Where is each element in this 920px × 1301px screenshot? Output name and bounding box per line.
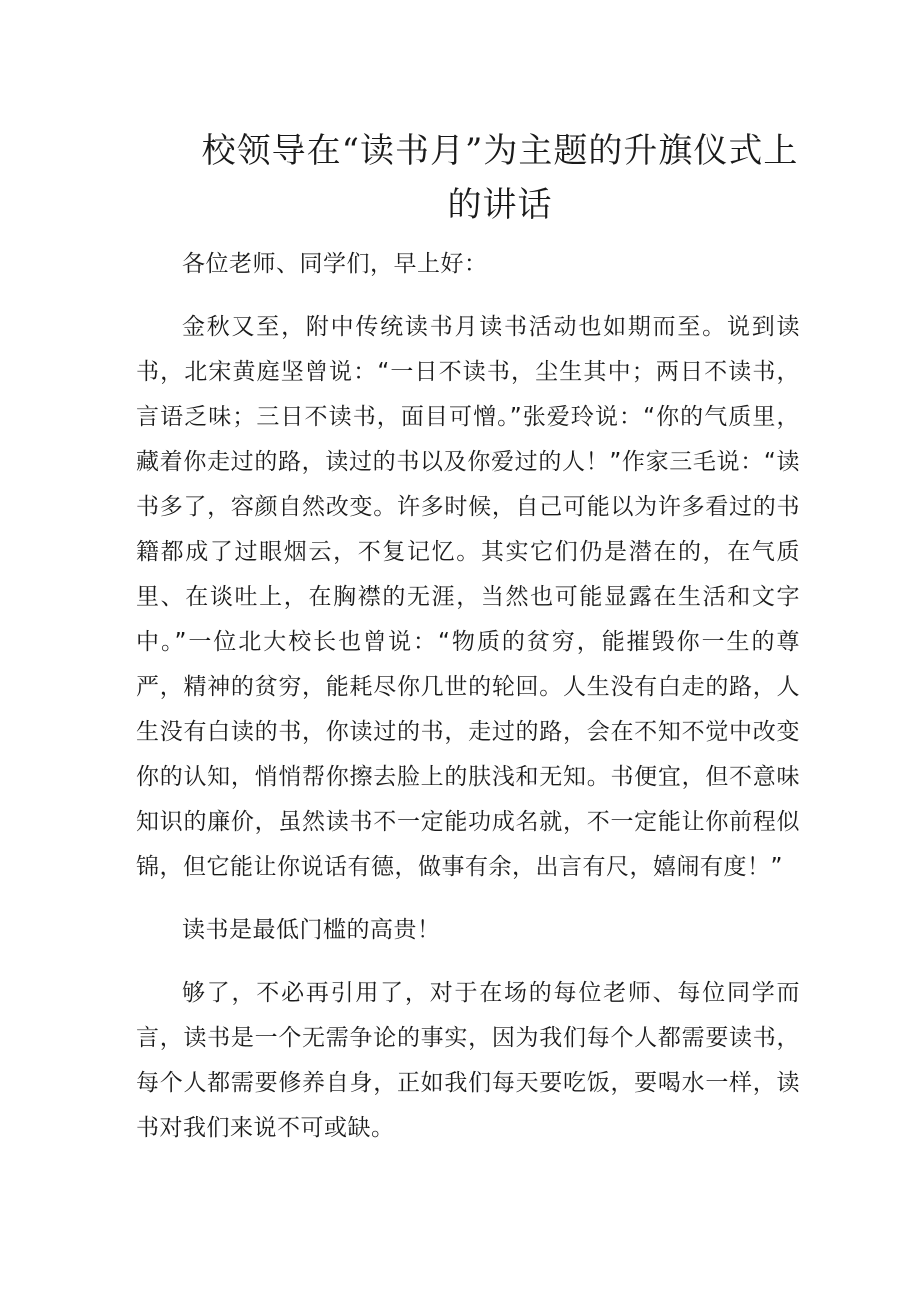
document-body xyxy=(136,242,800,1169)
paragraph-greeting: 各位老师、同学们，早上好： xyxy=(182,251,488,277)
paragraph-quotes: 金秋又至，附中传统读书月读书活动也如期而至。说到读书，北宋黄庭坚曾说：“一日不读书，尘生其中；两日不读书，言语乏味；三日不读书，面目可憎。”张爱玲说：“你的气质里，藏着你走过的路，读过的书以及你爱过的人！”作家三毛说：“读书多了，容颜自然改变。许多时候，自己可能以为许多看过的书籍都成了过眼烟云，不复记忆。其实它们仍是潜在的，在气质里、在谈吐上，在胸襟的无涯，当然也可能显露在生活和文字中。”一位北大校长也曾说：“物质的贫穷，能摧毁你一生的尊严，精神的贫穷，能耗尽你几世的轮回。人生没有白走的路，人生没有白读的书，你读过的书，走过的路，会在不知不觉中改变你的认知，悄悄帮你擦去脸上的肤浅和无知。书便宜，但不意味知识的廉价，虽然读书不一定能功成名就，不一定能让你前程似锦，但它能让你说话有德，做事有余，出言有尺，嬉闹有度！” xyxy=(136,314,800,880)
title-line-2: 的讲话 xyxy=(447,185,553,225)
paragraph-conclusion: 够了，不必再引用了，对于在场的每位老师、每位同学而言，读书是一个无需争论的事实，因为我们每个人都需要读书，每个人都需要修养自身，正如我们每天要吃饭，要喝水一样，读书对我们来说不可或缺。 xyxy=(136,980,800,1141)
document-title xyxy=(150,124,850,232)
title-line-1: 校领导在“读书月”为主题的升旗仪式上 xyxy=(201,131,799,171)
paragraph-statement: 读书是最低门槛的高贵！ xyxy=(182,917,441,943)
